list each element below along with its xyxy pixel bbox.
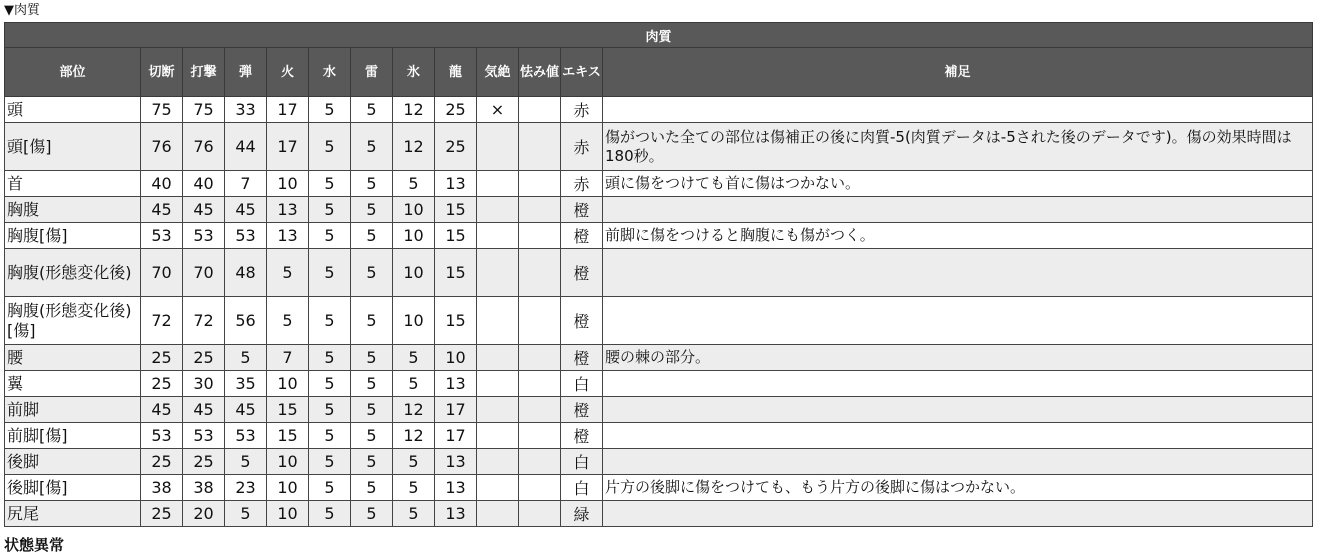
- column-header: 弾: [225, 48, 267, 97]
- value-cell: 5: [351, 475, 393, 501]
- value-cell: 53: [183, 423, 225, 449]
- value-cell: 5: [309, 197, 351, 223]
- table-row: [5, 449, 1313, 475]
- value-cell: 72: [183, 297, 225, 345]
- value-cell: 75: [141, 97, 183, 123]
- value-cell: 10: [267, 501, 309, 527]
- table-row: [5, 249, 1313, 297]
- value-cell: 5: [267, 297, 309, 345]
- value-cell: 緑: [561, 501, 603, 527]
- value-cell: 17: [435, 423, 477, 449]
- note-cell: [603, 371, 1313, 397]
- value-cell: 5: [309, 345, 351, 371]
- value-cell: 15: [435, 297, 477, 345]
- part-cell: 頭: [5, 97, 141, 123]
- value-cell: 10: [435, 345, 477, 371]
- hitzone-table: [4, 22, 1313, 527]
- column-header: 龍: [435, 48, 477, 97]
- section-title: ▼肉質: [4, 3, 40, 18]
- value-cell: 橙: [561, 345, 603, 371]
- part-cell: 胸腹(形態変化後): [5, 249, 141, 297]
- value-cell: 5: [309, 123, 351, 171]
- value-cell: 17: [435, 397, 477, 423]
- value-cell: [519, 449, 561, 475]
- table-row: [5, 371, 1313, 397]
- value-cell: 15: [435, 197, 477, 223]
- value-cell: 70: [141, 249, 183, 297]
- table-row: [5, 501, 1313, 527]
- column-header: 気絶: [477, 48, 519, 97]
- value-cell: 76: [183, 123, 225, 171]
- value-cell: 5: [309, 223, 351, 249]
- value-cell: 5: [267, 249, 309, 297]
- value-cell: 5: [225, 345, 267, 371]
- value-cell: [477, 297, 519, 345]
- value-cell: 38: [141, 475, 183, 501]
- value-cell: [519, 97, 561, 123]
- value-cell: 13: [435, 501, 477, 527]
- value-cell: [477, 223, 519, 249]
- value-cell: 5: [351, 97, 393, 123]
- value-cell: 76: [141, 123, 183, 171]
- value-cell: [477, 345, 519, 371]
- value-cell: 赤: [561, 123, 603, 171]
- value-cell: 5: [351, 171, 393, 197]
- value-cell: 70: [183, 249, 225, 297]
- value-cell: [519, 123, 561, 171]
- note-cell: [603, 297, 1313, 345]
- value-cell: 5: [309, 449, 351, 475]
- column-header: 雷: [351, 48, 393, 97]
- table-row: [5, 123, 1313, 171]
- value-cell: [519, 297, 561, 345]
- value-cell: 53: [225, 423, 267, 449]
- value-cell: [477, 371, 519, 397]
- table-row: [5, 423, 1313, 449]
- value-cell: 17: [267, 97, 309, 123]
- value-cell: 44: [225, 123, 267, 171]
- column-header: 部位: [5, 48, 141, 97]
- value-cell: 5: [309, 171, 351, 197]
- value-cell: 5: [351, 123, 393, 171]
- value-cell: 45: [141, 197, 183, 223]
- value-cell: 53: [141, 423, 183, 449]
- value-cell: 23: [225, 475, 267, 501]
- note-cell: [603, 423, 1313, 449]
- note-cell: [603, 501, 1313, 527]
- value-cell: 5: [309, 249, 351, 297]
- value-cell: 5: [393, 475, 435, 501]
- value-cell: 15: [435, 249, 477, 297]
- part-cell: 首: [5, 171, 141, 197]
- value-cell: 5: [351, 197, 393, 223]
- value-cell: 45: [183, 397, 225, 423]
- value-cell: [519, 223, 561, 249]
- value-cell: [519, 475, 561, 501]
- value-cell: 25: [141, 449, 183, 475]
- value-cell: 5: [351, 501, 393, 527]
- value-cell: 5: [351, 423, 393, 449]
- value-cell: 15: [435, 223, 477, 249]
- table-row: [5, 97, 1313, 123]
- value-cell: 33: [225, 97, 267, 123]
- value-cell: 5: [309, 423, 351, 449]
- value-cell: 25: [435, 123, 477, 171]
- note-cell: [603, 97, 1313, 123]
- value-cell: 45: [141, 397, 183, 423]
- value-cell: 75: [183, 97, 225, 123]
- value-cell: 10: [267, 475, 309, 501]
- column-header: 怯み値: [519, 48, 561, 97]
- value-cell: 5: [393, 501, 435, 527]
- value-cell: 12: [393, 423, 435, 449]
- value-cell: 45: [225, 197, 267, 223]
- value-cell: 5: [393, 345, 435, 371]
- value-cell: 橙: [561, 249, 603, 297]
- value-cell: 5: [309, 97, 351, 123]
- value-cell: 白: [561, 449, 603, 475]
- value-cell: [519, 501, 561, 527]
- value-cell: 5: [351, 297, 393, 345]
- table-row: [5, 197, 1313, 223]
- value-cell: 10: [393, 297, 435, 345]
- part-cell: 頭[傷]: [5, 123, 141, 171]
- value-cell: [519, 423, 561, 449]
- value-cell: [477, 501, 519, 527]
- table-row: [5, 223, 1313, 249]
- column-header-row: [5, 48, 1313, 97]
- part-cell: 尻尾: [5, 501, 141, 527]
- value-cell: 橙: [561, 197, 603, 223]
- value-cell: 45: [183, 197, 225, 223]
- value-cell: [477, 249, 519, 297]
- value-cell: 30: [183, 371, 225, 397]
- value-cell: 13: [267, 223, 309, 249]
- value-cell: [477, 123, 519, 171]
- value-cell: 10: [393, 249, 435, 297]
- table-group-header: 肉質: [5, 23, 1313, 48]
- note-cell: [603, 249, 1313, 297]
- value-cell: 5: [351, 397, 393, 423]
- value-cell: 5: [393, 171, 435, 197]
- value-cell: 5: [225, 501, 267, 527]
- value-cell: 5: [393, 449, 435, 475]
- value-cell: 5: [351, 449, 393, 475]
- value-cell: 10: [393, 197, 435, 223]
- value-cell: 7: [225, 171, 267, 197]
- column-header: 補足: [603, 48, 1313, 97]
- note-cell: 腰の棘の部分。: [603, 345, 1313, 371]
- note-cell: [603, 197, 1313, 223]
- column-header: 氷: [393, 48, 435, 97]
- value-cell: 12: [393, 123, 435, 171]
- value-cell: 橙: [561, 423, 603, 449]
- value-cell: 5: [309, 297, 351, 345]
- value-cell: [477, 449, 519, 475]
- value-cell: 25: [183, 345, 225, 371]
- table-row: [5, 171, 1313, 197]
- value-cell: 53: [183, 223, 225, 249]
- value-cell: [519, 249, 561, 297]
- part-cell: 腰: [5, 345, 141, 371]
- part-cell: 後脚[傷]: [5, 475, 141, 501]
- value-cell: 48: [225, 249, 267, 297]
- value-cell: 12: [393, 397, 435, 423]
- value-cell: 10: [393, 223, 435, 249]
- value-cell: 25: [435, 97, 477, 123]
- value-cell: 38: [183, 475, 225, 501]
- table-row: [5, 475, 1313, 501]
- value-cell: 53: [141, 223, 183, 249]
- value-cell: 72: [141, 297, 183, 345]
- value-cell: [477, 197, 519, 223]
- value-cell: 5: [309, 501, 351, 527]
- part-cell: 前脚: [5, 397, 141, 423]
- value-cell: 橙: [561, 297, 603, 345]
- note-cell: 頭に傷をつけても首に傷はつかない。: [603, 171, 1313, 197]
- note-cell: 片方の後脚に傷をつけても、もう片方の後脚に傷はつかない。: [603, 475, 1313, 501]
- part-cell: 胸腹(形態変化後)[傷]: [5, 297, 141, 345]
- value-cell: 45: [225, 397, 267, 423]
- part-cell: 翼: [5, 371, 141, 397]
- value-cell: 25: [141, 345, 183, 371]
- value-cell: ×: [477, 97, 519, 123]
- value-cell: 5: [393, 371, 435, 397]
- value-cell: 13: [267, 197, 309, 223]
- value-cell: 5: [309, 397, 351, 423]
- value-cell: 56: [225, 297, 267, 345]
- note-cell: [603, 449, 1313, 475]
- value-cell: 15: [267, 423, 309, 449]
- value-cell: 7: [267, 345, 309, 371]
- value-cell: 35: [225, 371, 267, 397]
- note-cell: 前脚に傷をつけると胸腹にも傷がつく。: [603, 223, 1313, 249]
- value-cell: 15: [267, 397, 309, 423]
- value-cell: 5: [351, 249, 393, 297]
- table-row: [5, 397, 1313, 423]
- next-section-heading: 状態異常: [4, 536, 65, 554]
- value-cell: [477, 171, 519, 197]
- value-cell: 53: [225, 223, 267, 249]
- column-header: 切断: [141, 48, 183, 97]
- value-cell: 20: [183, 501, 225, 527]
- note-cell: [603, 397, 1313, 423]
- value-cell: [519, 171, 561, 197]
- value-cell: 5: [351, 223, 393, 249]
- value-cell: [519, 345, 561, 371]
- value-cell: 25: [183, 449, 225, 475]
- column-header: 打撃: [183, 48, 225, 97]
- value-cell: 40: [183, 171, 225, 197]
- part-cell: 後脚: [5, 449, 141, 475]
- value-cell: 5: [225, 449, 267, 475]
- value-cell: 10: [267, 449, 309, 475]
- value-cell: 10: [267, 171, 309, 197]
- value-cell: [477, 475, 519, 501]
- value-cell: 17: [267, 123, 309, 171]
- value-cell: 5: [351, 345, 393, 371]
- value-cell: [477, 397, 519, 423]
- table-row: [5, 297, 1313, 345]
- column-header: 火: [267, 48, 309, 97]
- value-cell: 白: [561, 371, 603, 397]
- value-cell: 5: [351, 371, 393, 397]
- part-cell: 胸腹[傷]: [5, 223, 141, 249]
- value-cell: 橙: [561, 223, 603, 249]
- value-cell: 12: [393, 97, 435, 123]
- column-header: 水: [309, 48, 351, 97]
- value-cell: 25: [141, 501, 183, 527]
- value-cell: 10: [267, 371, 309, 397]
- value-cell: [519, 371, 561, 397]
- value-cell: 赤: [561, 171, 603, 197]
- value-cell: 赤: [561, 97, 603, 123]
- value-cell: 13: [435, 371, 477, 397]
- value-cell: 橙: [561, 397, 603, 423]
- value-cell: 13: [435, 449, 477, 475]
- part-cell: 前脚[傷]: [5, 423, 141, 449]
- value-cell: 5: [309, 371, 351, 397]
- value-cell: 5: [309, 475, 351, 501]
- value-cell: 40: [141, 171, 183, 197]
- table-row: [5, 345, 1313, 371]
- value-cell: [519, 197, 561, 223]
- value-cell: 13: [435, 475, 477, 501]
- note-cell: 傷がついた全ての部位は傷補正の後に肉質-5(肉質データは-5された後のデータです)。傷の効果時間は180秒。: [603, 123, 1313, 171]
- value-cell: [477, 423, 519, 449]
- part-cell: 胸腹: [5, 197, 141, 223]
- value-cell: 13: [435, 171, 477, 197]
- value-cell: 白: [561, 475, 603, 501]
- column-header: エキス: [561, 48, 603, 97]
- value-cell: [519, 397, 561, 423]
- value-cell: 25: [141, 371, 183, 397]
